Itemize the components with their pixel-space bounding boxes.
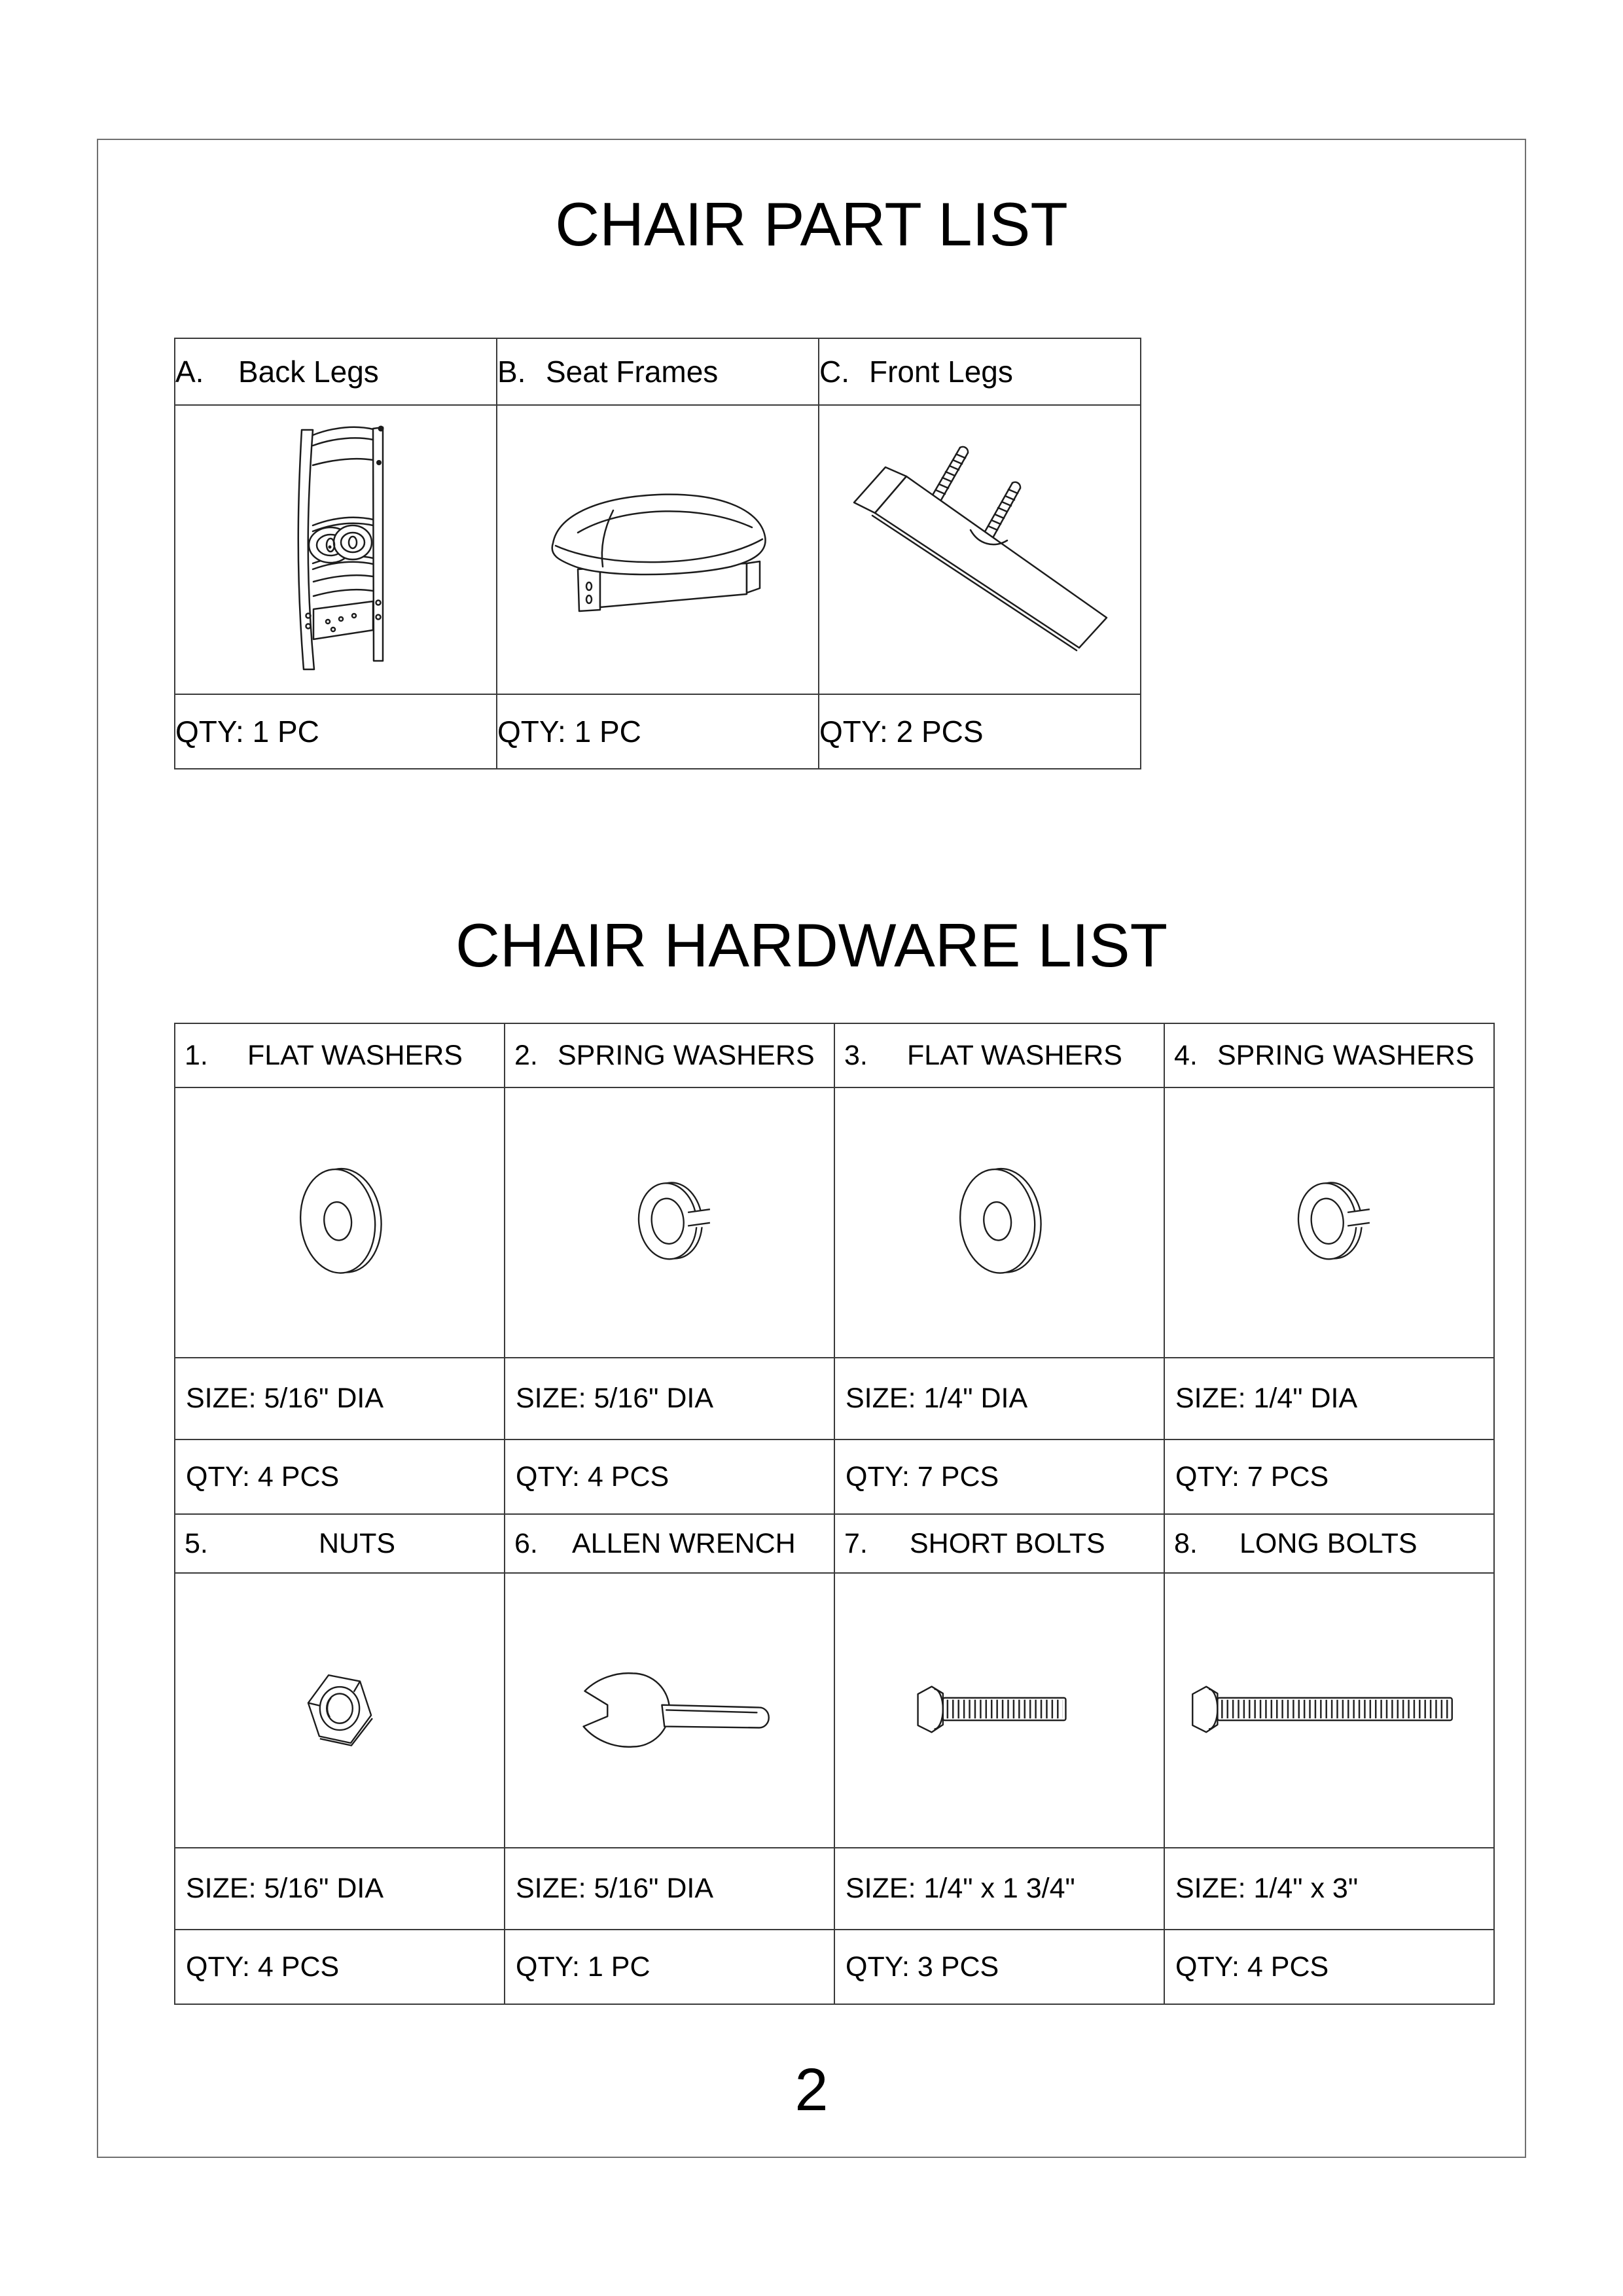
part-image-cell-a (175, 405, 497, 694)
hw-size-cell (505, 1358, 834, 1439)
chair-hardware-list-table (174, 1023, 1495, 2005)
hw-label: 3. (844, 1039, 868, 1071)
part-label: C. (819, 355, 849, 389)
hw-qty: QTY: 1 PC (516, 1951, 651, 1983)
part-qty-cell (497, 694, 819, 769)
hw-header-row-2 (175, 1514, 1494, 1573)
hw-header-cell-8 (1164, 1514, 1494, 1573)
part-qty-cell (175, 694, 497, 769)
part-list-title: CHAIR PART LIST (555, 190, 1068, 258)
hw-size: SIZE: 1/4" x 1 3/4" (846, 1873, 1075, 1904)
part-qty: QTY: 1 PC (175, 715, 319, 749)
part-image-cell-c (819, 405, 1141, 694)
hw-header-cell-2 (505, 1023, 834, 1087)
hw-size-cell (834, 1848, 1164, 1930)
hw-size: SIZE: 1/4" DIA (1175, 1383, 1358, 1414)
hw-header-row-1 (175, 1023, 1494, 1087)
part-name: Front Legs (869, 355, 1013, 389)
hw-size-row-2 (175, 1848, 1494, 1930)
hw-size-cell (175, 1848, 505, 1930)
hw-name: FLAT WASHERS (907, 1039, 1122, 1071)
hw-label: 2. (514, 1039, 538, 1071)
hw-name: NUTS (319, 1527, 396, 1559)
hw-size-row-1 (175, 1358, 1494, 1439)
hw-name: SPRING WASHERS (558, 1039, 815, 1071)
hw-size-cell (1164, 1358, 1494, 1439)
hw-image-cell-8 (1164, 1573, 1494, 1848)
hw-image-row-2 (175, 1573, 1494, 1848)
hw-header-cell-1 (175, 1023, 505, 1087)
hw-label: 1. (185, 1039, 208, 1071)
part-name: Back Legs (238, 355, 379, 389)
hw-name: SPRING WASHERS (1217, 1039, 1474, 1071)
hw-size: SIZE: 5/16" DIA (186, 1873, 384, 1904)
part-header-cell-a (175, 338, 497, 405)
hw-image-cell-7 (834, 1573, 1164, 1848)
hw-qty: QTY: 4 PCS (516, 1460, 669, 1492)
hw-size: SIZE: 5/16" DIA (516, 1873, 714, 1904)
hw-size: SIZE: 5/16" DIA (186, 1383, 384, 1414)
spring-washer-illustration (1280, 1159, 1378, 1282)
hw-size-cell (505, 1848, 834, 1930)
chair-part-list-table (174, 338, 1141, 769)
hw-qty-cell (505, 1439, 834, 1514)
hw-image-cell-4 (1164, 1087, 1494, 1358)
part-label: A. (175, 355, 204, 389)
hw-qty: QTY: 4 PCS (1175, 1951, 1329, 1983)
hw-qty-cell (1164, 1439, 1494, 1514)
hw-qty-cell (175, 1439, 505, 1514)
part-header-cell-c (819, 338, 1141, 405)
hw-label: 7. (844, 1527, 868, 1559)
hw-size: SIZE: 1/4" x 3" (1175, 1873, 1359, 1904)
hw-image-cell-6 (505, 1573, 834, 1848)
part-image-cell-b (497, 405, 819, 694)
hw-label: 4. (1174, 1039, 1198, 1071)
hw-size-cell (175, 1358, 505, 1439)
hw-image-cell-3 (834, 1087, 1164, 1358)
part-qty: QTY: 2 PCS (819, 715, 984, 749)
flat-washer-illustration (943, 1153, 1056, 1289)
part-qty: QTY: 1 PC (497, 715, 641, 749)
hw-header-cell-5 (175, 1514, 505, 1573)
hw-qty: QTY: 7 PCS (846, 1460, 999, 1492)
hw-image-row-1 (175, 1087, 1494, 1358)
nut-illustration (296, 1663, 383, 1756)
hw-name: FLAT WASHERS (247, 1039, 463, 1071)
allen-wrench-illustration (556, 1658, 783, 1759)
hw-qty: QTY: 3 PCS (846, 1951, 999, 1983)
hw-label: 6. (514, 1527, 538, 1559)
hw-qty: QTY: 7 PCS (1175, 1460, 1329, 1492)
flat-washer-illustration (283, 1153, 396, 1289)
seat-frame-illustration (540, 470, 776, 627)
hw-name: SHORT BOLTS (910, 1527, 1105, 1559)
part-qty-cell (819, 694, 1141, 769)
hw-label: 8. (1174, 1527, 1198, 1559)
hw-image-cell-5 (175, 1573, 505, 1848)
hw-qty-row-2 (175, 1930, 1494, 2004)
hw-header-cell-3 (834, 1023, 1164, 1087)
part-name: Seat Frames (546, 355, 719, 389)
hw-size-cell (834, 1358, 1164, 1439)
hw-qty-cell (834, 1930, 1164, 2004)
hw-qty: QTY: 4 PCS (186, 1460, 340, 1492)
hw-size: SIZE: 5/16" DIA (516, 1383, 714, 1414)
hw-qty-cell (505, 1930, 834, 2004)
hw-image-cell-2 (505, 1087, 834, 1358)
hw-image-cell-1 (175, 1087, 505, 1358)
hw-qty-cell (175, 1930, 505, 2004)
back-legs-illustration (283, 421, 388, 676)
hw-name: LONG BOLTS (1240, 1527, 1418, 1559)
hw-qty: QTY: 4 PCS (186, 1951, 340, 1983)
part-header-cell-b (497, 338, 819, 405)
part-image-row (175, 405, 1141, 694)
hw-header-cell-6 (505, 1514, 834, 1573)
hw-size: SIZE: 1/4" DIA (846, 1383, 1028, 1414)
page-number: 2 (794, 2057, 829, 2123)
long-bolt-illustration (1183, 1665, 1476, 1753)
hw-name: ALLEN WRENCH (572, 1527, 796, 1559)
hw-label: 5. (185, 1527, 208, 1559)
spring-washer-illustration (620, 1159, 719, 1282)
hw-size-cell (1164, 1848, 1494, 1930)
hw-header-cell-4 (1164, 1023, 1494, 1087)
hw-qty-row-1 (175, 1439, 1494, 1514)
hw-header-cell-7 (834, 1514, 1164, 1573)
hw-qty-cell (834, 1439, 1164, 1514)
hardware-list-title: CHAIR HARDWARE LIST (455, 911, 1168, 980)
part-header-row (175, 338, 1141, 405)
part-qty-row (175, 694, 1141, 769)
short-bolt-illustration (905, 1665, 1094, 1753)
part-label: B. (497, 355, 526, 389)
front-legs-illustration (842, 424, 1117, 673)
hw-qty-cell (1164, 1930, 1494, 2004)
